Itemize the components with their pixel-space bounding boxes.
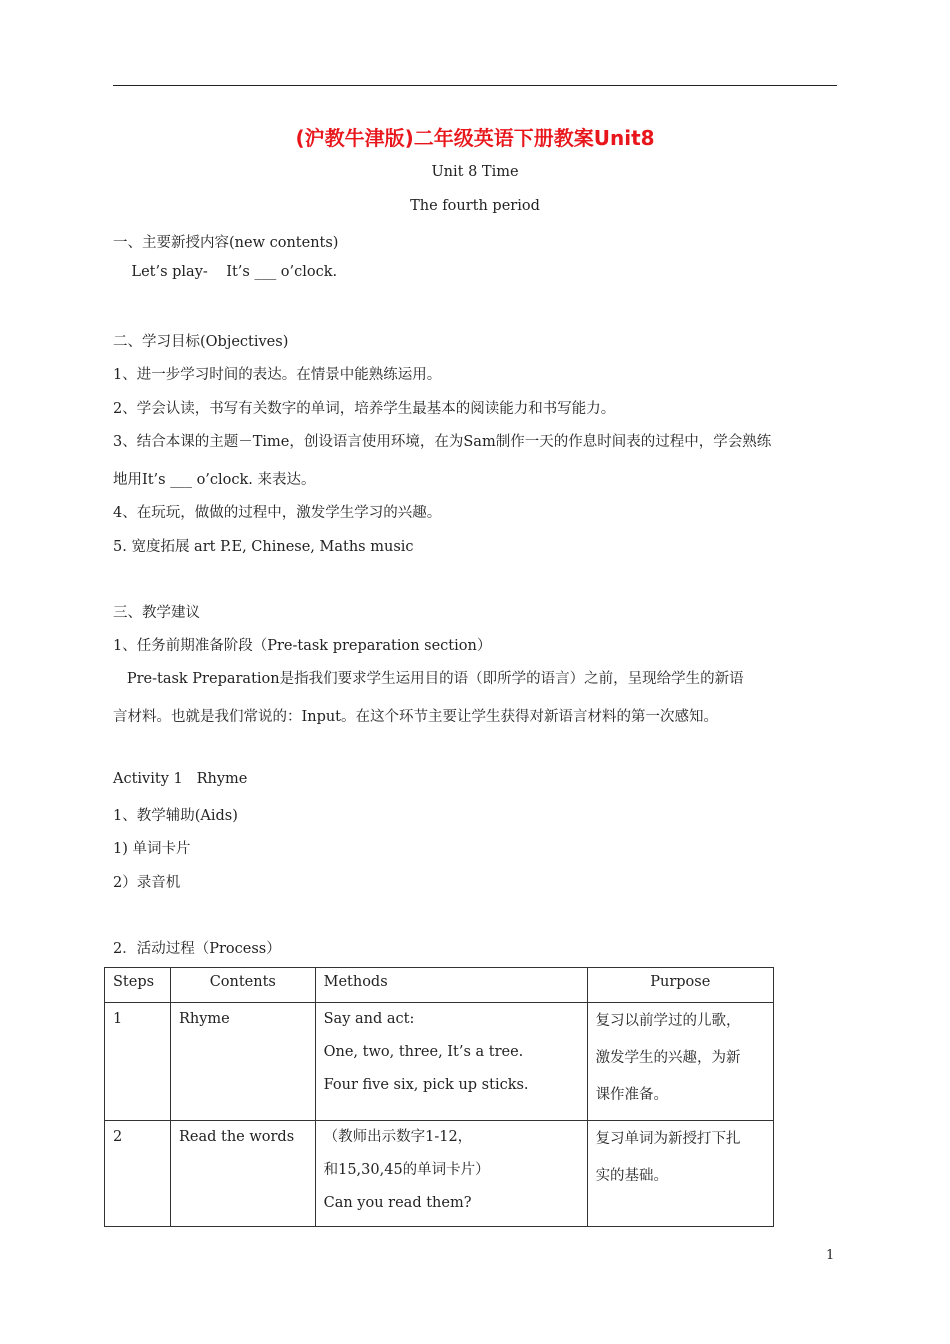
- method-line: （教师出示数字1-12，: [323, 1129, 473, 1145]
- aid-1: 1) 单词卡片: [113, 841, 191, 857]
- section-new-contents: 一、主要新授内容(new contents): [113, 235, 339, 251]
- cell-steps: 1: [105, 1003, 171, 1121]
- unit-heading: Unit 8 Time: [431, 164, 519, 180]
- table-header-row: [105, 968, 774, 1003]
- purpose-line: 激发学生的兴趣，为新: [595, 1050, 741, 1066]
- cell-methods: [315, 1121, 587, 1227]
- purpose-line: 复习以前学过的儿歌，: [595, 1013, 741, 1029]
- header-steps: Steps: [105, 968, 171, 1003]
- section-suggestions: 三、教学建议: [113, 605, 200, 621]
- cell-purpose: [587, 1003, 773, 1121]
- pre-task-paragraph: Pre-task Preparation是指我们要求学生运用目的语（即所学的语言）之前，呈现给学生的新语: [113, 671, 744, 687]
- objective-2: 2、学会认读，书写有关数字的单词，培养学生最基本的阅读能力和书写能力。: [113, 401, 616, 417]
- table-row: [105, 1003, 774, 1121]
- objective-5: 5. 宽度拓展 art P.E, Chinese, Maths music: [113, 539, 414, 555]
- period-heading: The fourth period: [410, 198, 540, 214]
- purpose-line: 复习单词为新授打下扎: [595, 1131, 741, 1147]
- cell-contents: Rhyme: [170, 1003, 315, 1121]
- cell-steps: 2: [105, 1121, 171, 1227]
- cell-purpose: [587, 1121, 773, 1227]
- method-line: One, two, three, It’s a tree.: [323, 1044, 524, 1060]
- method-line: Can you read them?: [323, 1195, 472, 1211]
- objective-4: 4、在玩玩，做做的过程中，激发学生学习的兴趣。: [113, 505, 442, 521]
- purpose-line: 实的基础。: [595, 1168, 669, 1184]
- header-methods: Methods: [315, 968, 587, 1003]
- aid-2: 2）录音机: [113, 875, 181, 891]
- cell-contents: Read the words: [170, 1121, 315, 1227]
- new-contents-text: Let’s play- It’s ___ o’clock.: [113, 264, 338, 280]
- header-rule: [113, 85, 837, 86]
- method-line: 和15,30,45的单词卡片）: [323, 1162, 490, 1178]
- process-table: [104, 967, 774, 1227]
- method-line: Four five six, pick up sticks.: [323, 1077, 529, 1093]
- header-purpose: Purpose: [587, 968, 773, 1003]
- objective-1: 1、进一步学习时间的表达。在情景中能熟练运用。: [113, 367, 442, 383]
- pre-task-heading: 1、任务前期准备阶段（Pre-task preparation section）: [113, 638, 492, 654]
- aids-heading: 1、教学辅助(Aids): [113, 808, 238, 824]
- method-line: Say and act:: [323, 1011, 415, 1027]
- objective-3: 3、结合本课的主题－Time，创设语言使用环境，在为Sam制作一天的作息时间表的过程中，学会熟练: [113, 434, 772, 450]
- objective-3-cont: 地用It’s ___ o’clock. 来表达。: [113, 472, 316, 488]
- purpose-line: 课作准备。: [595, 1087, 669, 1103]
- pre-task-paragraph-cont: 言材料。也就是我们常说的：Input。在这个环节主要让学生获得对新语言材料的第一次感知。: [113, 709, 719, 725]
- process-heading: 2．活动过程（Process）: [113, 941, 281, 957]
- activity-heading: Activity 1 Rhyme: [113, 771, 248, 787]
- table-row: [105, 1121, 774, 1227]
- page-number: 1: [826, 1248, 835, 1263]
- document-title: (沪教牛津版)二年级英语下册教案Unit8: [295, 126, 655, 150]
- section-objectives: 二、学习目标(Objectives): [113, 334, 289, 350]
- header-contents: Contents: [170, 968, 315, 1003]
- cell-methods: [315, 1003, 587, 1121]
